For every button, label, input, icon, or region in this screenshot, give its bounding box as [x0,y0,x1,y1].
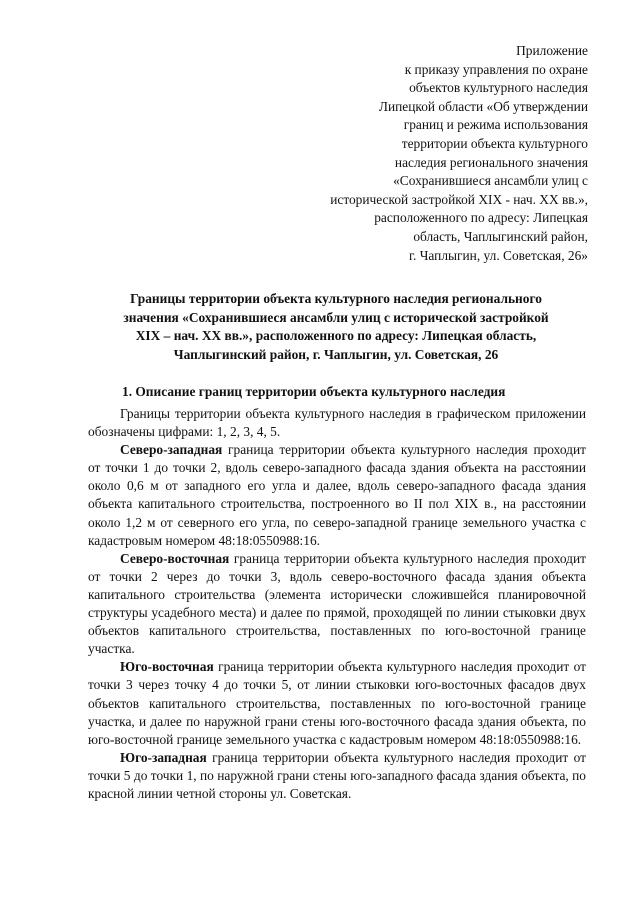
appendix-line: «Сохранившиеся ансамбли улиц с [393,173,588,189]
document-title [86,290,586,364]
appendix-line: к приказу управления по охране [404,61,588,77]
body-text [88,405,586,803]
appendix-line: г. Чаплыгин, ул. Советская, 26» [409,247,588,263]
paragraph-southeast [88,658,586,748]
appendix-line: Приложение [516,43,588,58]
paragraph-text: Границы территории объекта культурного наследия в графическом приложении обозначены цифрами: 1, 2, 3, 4, 5. [88,406,586,440]
title-line: значения «Сохранившиеся ансамбли улиц с исторической застройкой [123,309,549,325]
paragraph-text: граница территории объекта культурного наследия проходит от точки 3 через точку 4 до точки 5, от линии стыковки юго-восточных фасадов двух объектов капитального строительства, поставленных по юго-восточной границе участка, и далее по наружной грани стены юго-восточного фасада здания объекта, по юго-восточной границе земельного участка с кадастровым номером 48:18:0550988:16. [88,659,586,747]
paragraph-text: граница территории объекта культурного наследия проходит от точки 5 до точки 1, по наружной грани стены юго-западного фасада здания объекта, по красной линии четной стороны ул. Советская. [88,749,586,801]
paragraph-southwest [88,749,586,803]
paragraph-lead: Юго-западная [120,749,207,765]
title-line: XIX – нач. XX вв.», расположенного по адресу: Липецкая область, [135,328,537,344]
title-line: Чаплыгинский район, г. Чаплыгин, ул. Советская, 26 [173,346,499,362]
paragraph-text: граница территории объекта культурного наследия проходит от точки 2 через до точки 3, вдоль северо-восточного фасада здания объекта капитального строительства (элемента исторически сложившейся планировочной структуры усадебного места) и далее по прямой, проходящей по линии стыковки двух объектов капитального строительства, поставленных по юго-восточной границе участка. [88,550,586,657]
section-heading: 1. Описание границ территории объекта культурного наследия [122,384,506,399]
appendix-line: территории объекта культурного [401,135,588,151]
paragraph-lead: Юго-восточная [120,659,214,675]
paragraph-lead: Северо-восточная [120,550,230,566]
appendix-line: область, Чаплыгинский район, [413,228,588,244]
appendix-line: наследия регионального значения [394,154,588,170]
paragraph-northeast [88,550,586,659]
appendix-line: исторической застройкой XIX - нач. XX вв.», [330,191,588,207]
appendix-line: расположенного по адресу: Липецкая [374,210,588,226]
paragraph-intro [88,405,586,441]
appendix-line: Липецкой области «Об утверждении [378,98,588,114]
title-line: Границы территории объекта культурного наследия регионального [130,291,542,306]
paragraph-lead: Северо-западная [120,442,223,458]
appendix-block [248,42,588,265]
appendix-line: границ и режима использования [403,117,588,133]
paragraph-text: граница территории объекта культурного наследия проходит от точки 1 до точки 2, вдоль северо-западного фасада здания объекта на расстоянии около 0,6 м от западного его угла и далее, вдоль северо-западного фасада здания объекта капитального строительства, построенного во II пол XIX в., на расстоянии около 1,2 м от северного его угла, по северо-западной границе земельного участка с кадастровым номером 48:18:0550988:16. [88,442,586,548]
paragraph-northwest [88,441,586,550]
appendix-line: объектов культурного наследия [409,80,588,96]
